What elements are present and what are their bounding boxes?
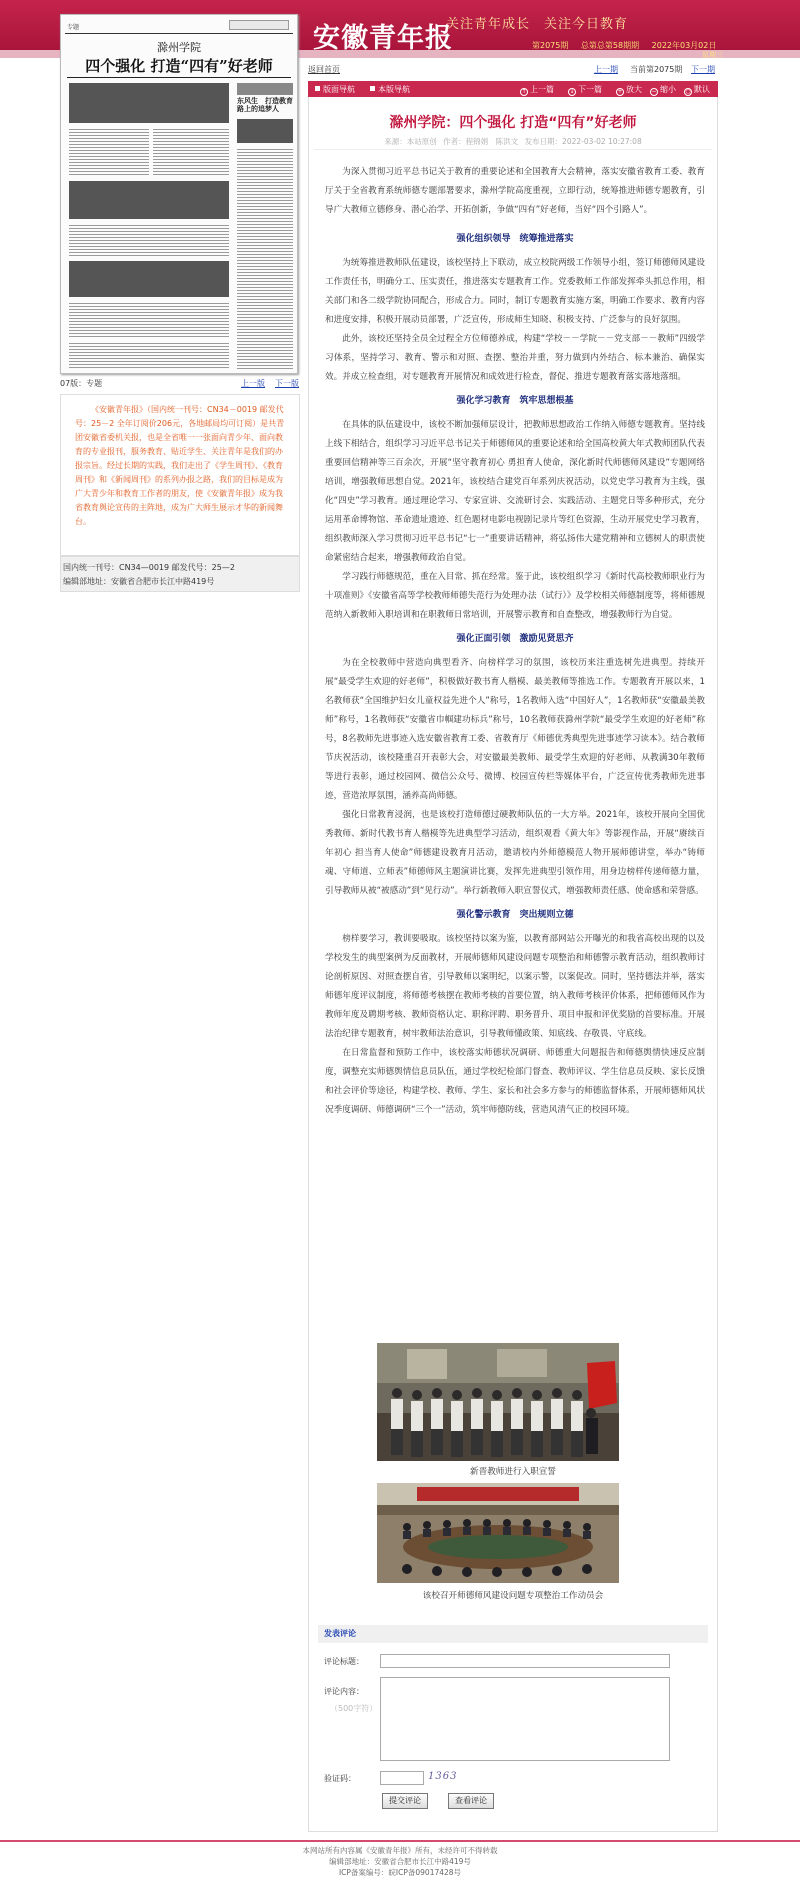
issue-nav (308, 64, 718, 76)
meeting-photo (377, 1483, 619, 1583)
newspaper-page-thumbnail[interactable] (60, 14, 298, 374)
paper-mini-banner (229, 20, 289, 30)
article-author: 作者：程锦娟 陈洪文 (443, 137, 519, 146)
section-heading: 强化正面引领 激励见贤思齐 (456, 634, 574, 644)
article-paragraph: 学习践行师德规范，重在入目常、抓在经常。鉴于此，该校组织学习《新时代高校教师职业行为十项准则》《安徽省高等学校教师师德失范行为处理办法（试行）》及学校相关师德制度等，将师德规范纳入新教师入职培训和在职教师日常培训，开展警示教育和自查整改，增强教师行为自觉。 (325, 572, 705, 620)
footer-divider (0, 1840, 800, 1842)
total-issue: 总第总第58期期 (580, 41, 640, 50)
photo-caption-1: 新晋教师进行入职宣誓 (470, 1467, 556, 1477)
captcha-input[interactable] (380, 1771, 424, 1785)
article-paragraph: 此外，该校还坚持全员全过程全方位师德养成，构建“学校－－学院－－党支部－－教师”四级学习体系，坚持学习、教育、警示和对照、查摆、整治并重，努力做到内外结合、标本兼治、确保实效。并成立检查组，对专题教育开展情况和成效进行检查，督促、推进专题教育落实落地落细。 (325, 334, 705, 382)
paper-text-block (69, 301, 229, 337)
comment-char-limit: （500字符） (330, 1704, 378, 1713)
layout-nav-button[interactable]: 版面导航 (315, 84, 355, 95)
publication-info (60, 556, 300, 592)
article-meta (309, 136, 717, 147)
photo-caption-2: 该校召开师德师风建设问题专项整治工作动员会 (422, 1591, 604, 1601)
home-link[interactable]: 返回首页 (308, 65, 340, 74)
comment-content-label: 评论内容： (324, 1687, 364, 1696)
copyright-notice: 本网站所有内容属《安徽青年报》所有，未经许可不得转载 (302, 1846, 498, 1855)
paper-photo (237, 119, 293, 143)
paper-text-block (69, 341, 229, 369)
paper-photo (237, 83, 293, 95)
article-title: 滁州学院：四个强化 打造“四有”好老师 (389, 115, 637, 131)
submit-comment-button[interactable]: 提交评论 (382, 1793, 428, 1809)
meta-divider (314, 149, 712, 150)
publication-code: 国内统一刊号：CN34—0019 邮发代号：25—2 (63, 563, 235, 572)
minus-icon: − (651, 88, 657, 95)
paper-text-block (237, 147, 293, 369)
weekday-ribbon: 星期三 (702, 51, 723, 59)
default-size-button[interactable]: ○ 默认 (685, 85, 710, 95)
square-icon (370, 86, 375, 91)
article-paragraph: 为在全校教师中营造向典型看齐、向榜样学习的氛围，该校历来注重选树先进典型。持续开展“最受学生欢迎的好老师”，积极做好教书育人楷模、最美教师等推选工作。专题教育开展以来，1名教师获“全国维护妇女儿童权益先进个人”称号，1名教师入选“中国好人”，1名教师获“安徽最美教师”称号，1名教师获“安徽省巾帼建功标兵”称号，10名教师获滁州学院“最受学生欢迎的好老师”称号，8名教师先进事迹入选安徽省教育工委、省教育厅《师德优秀典型先进事迹学习读本》。结合教师节庆祝活动，该校隆重召开表彰大会，对安徽最美教师、最受学生欢迎的好老师、从教满30年教师等进行表彰，通过校园网、微信公众号、微博、校园宣传栏等媒体平台，广泛宣传优秀教师先进事迹，营造浓厚氛围，涵养高尚师德。 (325, 658, 705, 801)
issue-date: 2022年03月02日 (651, 41, 717, 50)
paper-unit-title: 滁州学院 (157, 41, 201, 54)
paper-photo (69, 261, 229, 297)
oath-photo-graphic (377, 1343, 619, 1461)
arrow-down-icon: ↓ (569, 88, 575, 95)
paper-side-title: 东风生 打造教育路上的追梦人 (237, 97, 293, 114)
comment-form-title: 发表评论 (318, 1625, 708, 1643)
article-paragraph: 在日常监督和预防工作中，该校落实师德状况调研、师德重大问题报告和师德舆情快速反应制度，调整充实师德舆情信息员队伍，通过学校纪检部门督查、教师评议、学生信息员反映、家长反馈和社会评价等途径，构建学校、教师、学生、家长和社会多方参与的师德监督体系，开展师德师风状况季度调研、师德调研“三个一”活动，筑牢师德防线，营造风清气正的校园环境。 (325, 1048, 705, 1115)
square-icon (315, 86, 320, 91)
captcha-label: 验证码： (324, 1774, 356, 1783)
article-toolbar (308, 81, 718, 97)
paper-divider (67, 77, 291, 78)
section-heading: 强化警示教育 突出规则立德 (456, 910, 574, 920)
current-issue: 当前第2075期 (630, 65, 683, 74)
page-label: 07版：专题 (60, 379, 103, 388)
zoom-out-button[interactable]: − 缩小 (651, 85, 676, 95)
section-heading: 强化组织领导 统筹推进落实 (456, 234, 574, 244)
issue-info (532, 40, 726, 51)
paper-page-number: 专题 (67, 24, 80, 31)
arrow-up-icon: ↑ (521, 88, 527, 95)
paper-text-block (69, 223, 229, 257)
article-source: 来源：本站原创 (384, 137, 437, 146)
zoom-in-button[interactable]: + 放大 (617, 85, 642, 95)
paper-masthead-line (65, 18, 293, 34)
section-heading: 强化学习教育 筑牢思想根基 (456, 396, 574, 406)
article-paragraph: 强化日常教育浸润，也是该校打造师德过硬教师队伍的一大方举。2021年，该校开展向全国优秀教师、新时代教书育人楷模等先进典型学习活动，组织观看《黄大年》等影视作品，开展“赓续百年初心 担当育人使命”师德建设教育月活动，邀请校内外师德模范人物开展师德讲堂，举办“铸师魂、守师道、立师表”师德师风主题演讲比赛，发挥先进典型引领作用，用身边榜样传递师德力量，引导教师从被“被感动”到“见行动”。举行新教师入职宣誓仪式，增强教师责任感、使命感和荣誉感。 (325, 810, 705, 896)
site-slogan: 关注青年成长 关注今日教育 (446, 17, 629, 32)
paper-text-block (69, 127, 149, 177)
article-paragraph: 为深入贯彻习近平总书记关于教育的重要论述和全国教育大会精神，落实安徽省教育工委、教育厅关于全省教育系统师德专题部署要求，滁州学院高度重视，立即行动，统筹推进师德专题教育，引导广大教师立德修身、潜心治学、开拓创新，争做“四有”好老师，当好“四个引路人”。 (325, 167, 705, 215)
footer-address: 编辑部地址：安徽省合肥市长江中路419号 (329, 1857, 471, 1866)
footer (0, 1845, 800, 1878)
paper-photo (69, 83, 229, 123)
comment-content-textarea[interactable] (380, 1677, 670, 1761)
plus-icon: + (617, 88, 623, 95)
article-panel (308, 97, 718, 1832)
editorial-address: 编辑部地址：安徽省合肥市长江中路419号 (63, 577, 215, 586)
prev-article-button[interactable]: ↑ 上一篇 (521, 85, 554, 95)
icp-record: ICP备案编号：皖ICP备09017428号 (338, 1868, 462, 1877)
next-page-link[interactable]: 下一版 (275, 379, 299, 388)
next-article-button[interactable]: ↓ 下一篇 (569, 85, 602, 95)
comment-title-label: 评论标题： (324, 1657, 364, 1666)
issue-number: 第2075期 (532, 41, 569, 50)
page-nav-button[interactable]: 本版导航 (370, 84, 410, 95)
article-paragraph: 榜样要学习，教训要吸取。该校坚持以案为鉴，以教育部网站公开曝光的和我省高校出现的以及学校发生的典型案例为反面教材，开展师德师风建设问题专项整治和师德警示教育活动，组织教师讨论剖析原因、对照查摆自省，引导教师以案明纪，以案示警，以案促改。同时，坚持德法并举，落实师德年度评议制度，将师德考核摆在教师考核的首要位置，纳入教师考核评价体系，把师德师风作为教师年度及聘期考核、教师资格认定、职称评聘、职务晋升、项目申报和评优奖励的首要标准。开展法治纪律专题教育，树牢教师法治意识，引导教师懂政策、知底线、存敬畏、守底线。 (325, 934, 705, 1039)
prev-page-link[interactable]: 上一版 (241, 379, 265, 388)
prev-issue-link[interactable]: 上一期 (594, 65, 618, 74)
article-body (325, 163, 705, 1120)
oath-ceremony-photo (377, 1343, 619, 1461)
view-comments-button[interactable]: 查看评论 (448, 1793, 494, 1809)
paper-headline: 四个强化 打造“四有”好老师 (85, 57, 273, 75)
meeting-photo-graphic (377, 1483, 619, 1583)
comment-title-input[interactable] (380, 1654, 670, 1668)
circle-icon: ○ (685, 88, 691, 95)
captcha-image[interactable]: 1363 (428, 1771, 458, 1782)
article-date: 发布日期：2022-03-02 10:27:08 (524, 137, 642, 146)
site-logo[interactable]: 安徽青年报 (313, 23, 453, 54)
article-paragraph: 在具体的队伍建设中，该校不断加强师层设计，把教师思想政治工作纳入师德专题教育。坚持线上线下相结合，组织学习习近平总书记关于师德师风的重要论述和给全国高校黄大年式教师团队代表重要回信精神等三百余次，开展“坚守教育初心 勇担育人使命，深化新时代师德师风建设”专题网络培训，增强教师思想自觉。2021年，该校结合建党百年系列庆祝活动，以党史学习教育为主线，强化“四史”学习教育。通过理论学习、专家宣讲、交流研讨会、实践活动、主题党日等多种形式，充分运用革命博物馆、革命遗址遗迹、红色题材电影电视剧记录片等红色资源，生动开展党史学习教育，组织教师深入学习贯彻习近平总书记“七一”重要讲话精神，将弘扬伟大建党精神和立德树人的职责使命紧密结合起来，增强教师政治自觉。 (325, 420, 705, 563)
newspaper-intro: 《安徽青年报》（国内统一刊号：CN34－0019 邮发代号：25－2 全年订阅价206元，各地邮局均可订阅）是共青团安徽省委机关报，也是全省唯一一张面向青少年、面向教育的专业报刊，服务教育、贴近学生、关注青年是我们的办报宗旨。经过长期的实践，我们走出了《学生周刊》、《教育周刊》和《新闻周刊》的系列办报之路，我们的目标是成为广大青少年和教育工作者的朋友，使《安徽青年报》成为我省教育舆论宣传的主阵地，成为广大师生展示才华的新闻舞台。 (60, 394, 300, 556)
article-paragraph: 为统筹推进教师队伍建设，该校坚持上下联动，成立校院两级工作领导小组，签订师德师风建设工作责任书，明确分工、压实责任，推进落实专题教育工作。党委教师工作部发挥牵头抓总作用，相关部门和各二级学院协同配合，形成合力。同时，制订专题教育实施方案，明确工作要求、教育内容和进度安排，积极开展动员部署，广泛宣传，形成师生知晓、积极支持、广泛参与的良好氛围。 (325, 258, 705, 325)
paper-text-block (153, 127, 229, 177)
paper-photo (69, 181, 229, 219)
next-issue-link[interactable]: 下一期 (691, 65, 715, 74)
